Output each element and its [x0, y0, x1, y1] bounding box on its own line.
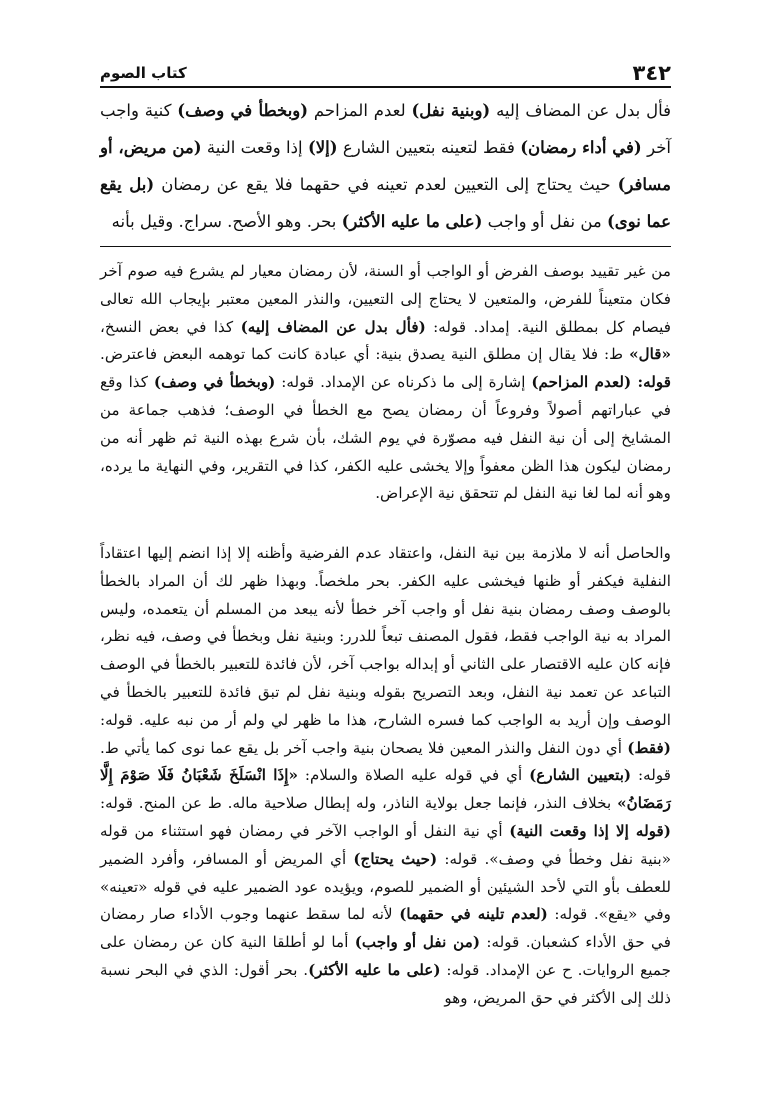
bold-run: (بل يقع عما نوى) — [100, 175, 671, 231]
bold-run: (على ما عليه الأكثر) — [308, 960, 441, 979]
bold-run: (فقط) — [627, 738, 671, 757]
bold-run: (من نفل أو واجب) — [354, 933, 481, 952]
bold-run: قوله: (لعدم المزاحم) — [531, 373, 671, 392]
text-run: والحاصل أنه لا ملازمة بين نية النفل، واعتقاد عدم الفرضية وأظنه إلا إذا انضم إليها اعتقاداً النفلية فيكفر أو ظنها فيخشى عليه الكفر. بحر ملخصاً. وبهذا ظهر لك أن المراد بالخطأ بالوصف وصف رمضان بنية نفل أو واجب آخر خطأ لأنه يبعد من المسلم أن يتعمده، وليس المراد به نية الواجب فقط، فقول المصنف تبعاً للدرر: وبنية نفل وبخطأ في وصف، فيه نظر، فإنه كان عليه الاقتصار على الثاني أو إبداله بواجب آخر، لأن فائدة للتعبير بالخطأ في الوصف التباعد عن تعمد نية النفل، وبعد التصريح بقوله وبنية نفل لم تبق فائدة للتعبير بالخطأ في الوصف وإن أريد به الواجب كما فسره الشارح، هذا ما ظهر لي ولم أر من نبه عليه. قوله: — [100, 544, 671, 729]
bold-run: (على ما عليه الأكثر) — [341, 212, 483, 231]
bold-run: (قوله إلا إذا وقعت النية) — [509, 821, 671, 840]
text-run: أي دون النفل والنذر المعين فلا يصحان بنية واجب آخر بل يقع عما نوى كما يأتي ط. قوله: — [100, 738, 671, 785]
text-run: أي المريض أو المسافر، وأفرد الضمير للعطف بأو التي لأحد الشيئين أو الضمير للصوم، ويؤيده عود الضمير عليه في قوله «تعينه» وفي «يقع». قوله: — [100, 849, 672, 924]
text-run: كذا وقع في عباراتهم أصولاً وفروعاً أن رمضان يصح مع الخطأ في الوصف؛ فذهب جماعة من المشايخ إلى أن نية النفل فيه مصوّرة في يوم الشك، بأن شرع بهذه النية ثم ظهر أنه من رمضان ليكون هذا الظن معفواً وإلا يخشى عليه الكفر، كذا في التقرير، وفي النهاية ما يرده، وهو أنه لما لغا نية النفل لم تتحقق نية الإعراض. — [100, 373, 671, 503]
main-paragraph — [100, 92, 671, 240]
text-run: بخلاف النذر، فإنما جعل بولاية الناذر، وله إبطال صلاحية ماله. ط عن المنح. قوله: — [100, 794, 618, 813]
text-run: إذا وقعت النية — [201, 138, 308, 157]
bold-run: «إِذَا انْسَلَخَ شَعْبَانُ فَلَا صَوْمَ إِلَّا رَمَضَانُ» — [100, 766, 671, 813]
text-run: ط: فلا يقال إن مطلق النية يصدق بنية: أي عبادة كانت كما توهمه البعض فاعترض. — [100, 345, 630, 364]
main-text — [100, 92, 671, 240]
page-number: ٣٤٢ — [632, 61, 671, 85]
text-run: فأل بدل عن المضاف إليه — [490, 101, 671, 120]
bold-run: (وبخطأ في وصف) — [153, 373, 276, 392]
text-run: لأنه لما سقط عنهما وجوب الأداء صار رمضان في حق الأداء كشعبان. قوله: — [100, 905, 671, 952]
bold-run: (حيث يحتاج) — [353, 849, 438, 868]
commentary-paragraph — [100, 540, 671, 1013]
running-title: كتاب الصوم — [100, 64, 187, 82]
bold-run: (فأل بدل عن المضاف إليه) — [240, 317, 426, 336]
bold-run: (من مريض، أو مسافر) — [100, 138, 671, 194]
commentary-section-2 — [100, 540, 671, 1013]
bold-run: (إلا) — [307, 138, 338, 157]
text-run: كنية واجب آخر — [100, 101, 671, 157]
text-run: كذا في بعض النسخ، — [100, 317, 241, 336]
page-header — [100, 60, 671, 88]
text-run: بحر. وهو الأصح. سراج. وقيل بأنه — [111, 212, 342, 231]
commentary-section-1 — [100, 258, 671, 508]
bold-run: «قال» — [629, 345, 671, 364]
commentary-paragraph — [100, 258, 671, 508]
text-run: أي نية النفل أو الواجب الآخر في رمضان فهو استثناء من قوله «بنية نفل وخطأ في وصف». قوله: — [100, 821, 672, 868]
bold-run: (وبخطأ في وصف) — [177, 101, 309, 120]
text-run: لعدم المزاحم — [308, 101, 412, 120]
text-run: من غير تقييد بوصف الفرض أو الواجب أو السنة، لأن رمضان معيار لم يشرع فيه صوم آخر فكان متعيناً للفرض، والمتعين لا يحتاج إلى التعيين، والنذر المعين معتبر بإيجاب الله تعالى فيصام كل بمطلق النية. إمداد. قوله: — [100, 262, 671, 336]
text-run: . بحر أقول: الذي في البحر نسبة ذلك إلى الأكثر في حق المريض، وهو — [100, 960, 671, 1007]
text-run: إشارة إلى ما ذكرناه عن الإمداد. قوله: — [275, 373, 532, 392]
bold-run: (بتعيين الشارع) — [529, 766, 632, 785]
text-run: حيث يحتاج إلى التعيين لعدم تعينه في حقهما فلا يقع عن رمضان — [154, 175, 618, 194]
bold-run: (لعدم تلينه في حقهما) — [399, 905, 548, 924]
section-divider — [100, 246, 671, 247]
text-run: فقط لتعينه بتعيين الشارع — [337, 138, 521, 157]
text-run: أي في قوله عليه الصلاة والسلام: — [297, 766, 530, 785]
text-run: أما لو أطلقا النية كان عن رمضان على جميع الروايات. ح عن الإمداد. قوله: — [100, 933, 672, 979]
text-run: من نفل أو واجب — [482, 212, 607, 231]
bold-run: (وبنية نفل) — [411, 101, 491, 120]
bold-run: (في أداء رمضان) — [520, 138, 642, 157]
